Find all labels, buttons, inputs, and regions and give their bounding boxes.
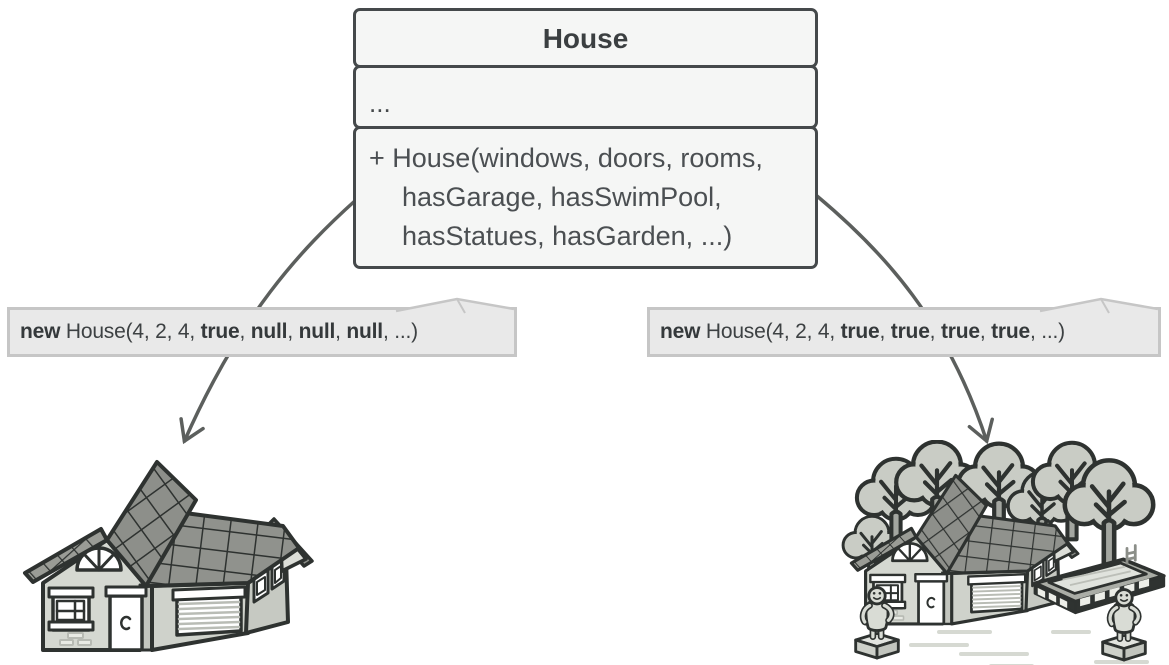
constructor-line-3: hasStatues, hasGarden, ...) — [402, 221, 733, 251]
house — [25, 462, 312, 650]
constructor-call-note-right — [647, 307, 1161, 357]
note-fold-icon — [1039, 296, 1161, 316]
class-constructor — [353, 126, 818, 269]
class-fields-placeholder: ... — [353, 65, 818, 129]
constructor-line-2: hasGarage, hasSwimPool, — [402, 182, 722, 212]
full-featured-house-illustration — [839, 440, 1169, 665]
constructor-call-note-left — [7, 307, 517, 357]
class-name: House — [353, 8, 818, 68]
basic-house-illustration — [22, 445, 342, 665]
constructor-call-code: new House(4, 2, 4, true, true, true, true, ...) — [660, 320, 1065, 343]
class-box-house — [353, 8, 818, 269]
constructor-call-code: new House(4, 2, 4, true, null, null, null, ...) — [20, 320, 418, 343]
constructor-line-1: + House(windows, doors, rooms, — [369, 143, 763, 173]
note-fold-icon — [395, 296, 517, 316]
